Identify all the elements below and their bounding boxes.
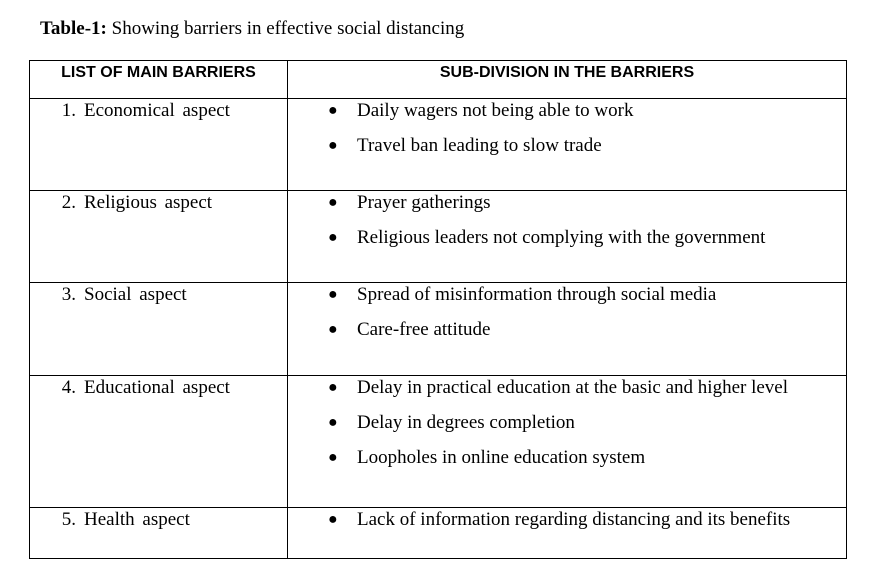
bullet-icon: ●	[328, 511, 338, 528]
table-row	[30, 99, 847, 191]
barrier-cell	[30, 99, 288, 191]
subdivision-cell	[288, 508, 847, 559]
subdivision-text: Lack of information regarding distancing and its benefits	[357, 509, 791, 530]
bullet-icon: ●	[328, 194, 338, 211]
table-row	[30, 376, 847, 508]
bullet-icon: ●	[328, 102, 338, 119]
bullet-icon: ●	[328, 414, 338, 431]
barrier-name: Religious aspect	[84, 192, 213, 213]
list-item	[288, 508, 846, 543]
subdivision-text: Prayer gatherings	[357, 192, 491, 213]
subdivision-cell	[288, 283, 847, 376]
barrier-name: Health aspect	[84, 509, 190, 530]
header-row	[30, 61, 847, 99]
barrier-cell	[30, 191, 288, 283]
list-item	[288, 191, 846, 226]
subdivision-list	[288, 508, 846, 543]
list-item	[288, 283, 846, 318]
list-item	[288, 99, 846, 134]
table-row	[30, 508, 847, 559]
barrier-number: 2.	[61, 192, 76, 213]
subdivision-text: Spread of misinformation through social media	[357, 284, 717, 305]
subdivision-cell	[288, 376, 847, 508]
bullet-icon: ●	[328, 379, 338, 396]
barrier-name: Educational aspect	[84, 377, 230, 398]
header-main-barriers: LIST OF MAIN BARRIERS	[30, 61, 288, 99]
barrier-number: 3.	[61, 284, 76, 305]
subdivision-text: Delay in practical education at the basic and higher level	[357, 377, 789, 398]
barrier-number: 5.	[61, 509, 76, 530]
barrier-number: 1.	[61, 100, 76, 121]
barrier-cell	[30, 376, 288, 508]
table-row	[30, 283, 847, 376]
list-item	[288, 226, 846, 261]
bullet-icon: ●	[328, 449, 338, 466]
barrier-cell	[30, 508, 288, 559]
bullet-icon: ●	[328, 286, 338, 303]
list-item	[288, 318, 846, 353]
barrier-number: 4.	[61, 377, 76, 398]
subdivision-list	[288, 191, 846, 261]
header-sub-division: SUB-DIVISION IN THE BARRIERS	[288, 61, 847, 99]
barrier-cell	[30, 283, 288, 376]
bullet-icon: ●	[328, 321, 338, 338]
subdivision-list	[288, 283, 846, 353]
list-item	[288, 446, 846, 481]
list-item	[288, 411, 846, 446]
barrier-name: Social aspect	[84, 284, 187, 305]
table-row	[30, 191, 847, 283]
caption-text: Showing barriers in effective social distancing	[106, 18, 465, 39]
bullet-icon: ●	[328, 229, 338, 246]
subdivision-text: Delay in degrees completion	[357, 412, 575, 433]
subdivision-text: Care-free attitude	[357, 319, 491, 340]
caption-label: Table-1:	[40, 18, 107, 39]
subdivision-list	[288, 99, 846, 169]
subdivision-text: Travel ban leading to slow trade	[357, 135, 602, 156]
barriers-table	[29, 60, 847, 559]
list-item	[288, 376, 846, 411]
subdivision-text: Daily wagers not being able to work	[357, 100, 634, 121]
subdivision-cell	[288, 191, 847, 283]
subdivision-cell	[288, 99, 847, 191]
subdivision-text: Religious leaders not complying with the government	[357, 227, 766, 248]
list-item	[288, 134, 846, 169]
subdivision-list	[288, 376, 846, 481]
subdivision-text: Loopholes in online education system	[357, 447, 646, 468]
barrier-name: Economical aspect	[84, 100, 230, 121]
bullet-icon: ●	[328, 137, 338, 154]
table-caption	[40, 17, 464, 41]
